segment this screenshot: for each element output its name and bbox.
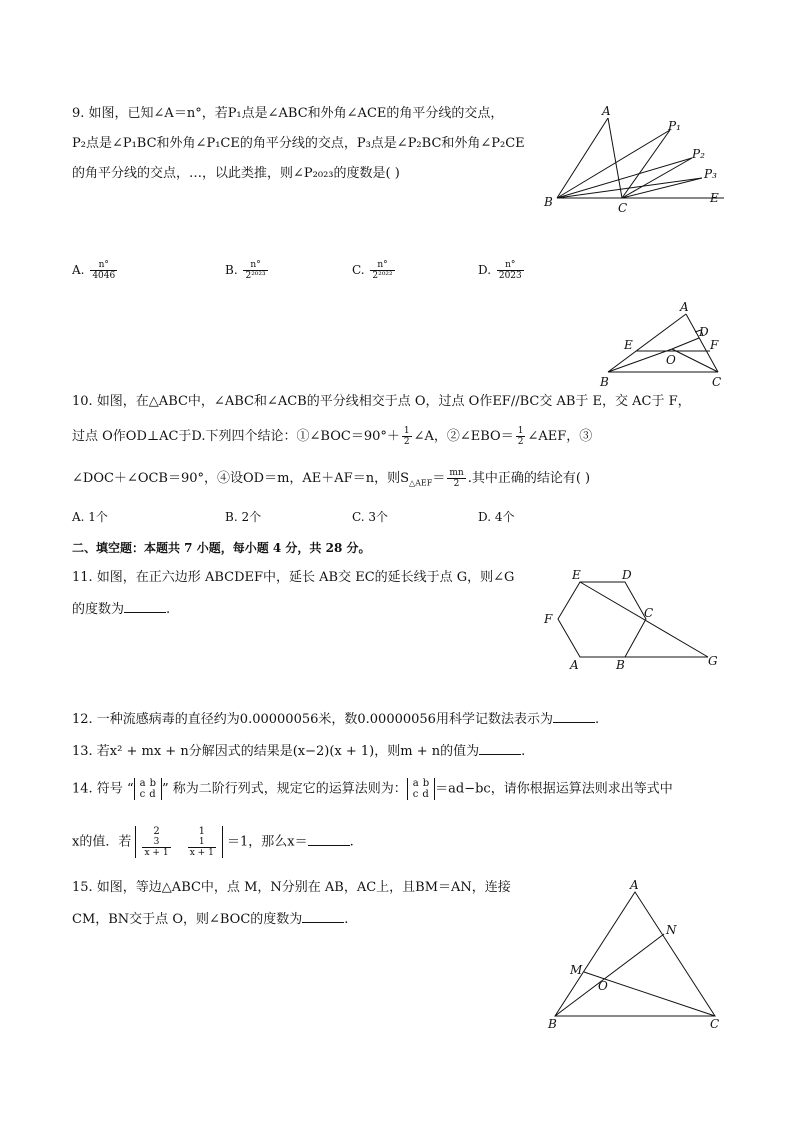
q14-matrix: 2 $\frac{3}{x + 1}$ 1 $\frac{1}{x + 1}$: [135, 826, 222, 858]
q15-label-b: B: [548, 1017, 557, 1031]
q10-label-d: D: [699, 325, 709, 339]
q14-answer-blank[interactable]: [308, 833, 350, 846]
q9-label-c: C: [618, 201, 628, 215]
q12-line: 12. 一种流感病毒的直径约为0.00000056米，数0.00000056用科学记数法表示为 .: [72, 712, 600, 727]
q9-option-d[interactable]: D. $\frac{n^\circ}{2023}$: [478, 260, 522, 281]
q11-answer-blank[interactable]: [124, 600, 166, 613]
q10-label-e: E: [624, 338, 633, 352]
q9-label-a: A: [602, 104, 611, 118]
q10-label-a: A: [680, 300, 689, 314]
q11-label-a: A: [570, 658, 579, 672]
q15-label-a: A: [630, 878, 639, 892]
q15-line-2: CM，BN交于点 O，则∠BOC的度数为 .: [72, 912, 349, 927]
q15-label-n: N: [666, 923, 677, 937]
q15-label-m: M: [570, 963, 583, 977]
q9-label-p3: P₃: [704, 167, 717, 181]
q9-line-2: P₂点是∠P₁BC和外角∠P₁CE的角平分线的交点，P₃点是∠P₂BC和外角∠P₂CE: [72, 136, 525, 151]
q14-line-1: 14. 符号 “ a b c d ” 称为二阶行列式，规定它的运算法则为： a b c d ＝ad−bc，请你根据运算法则求出等式中: [72, 778, 673, 800]
q11-label-g: G: [708, 654, 718, 668]
q10-label-c: C: [712, 375, 722, 389]
q9-label-b: B: [544, 195, 553, 209]
q13-line: 13. 若x² + mx + n分解因式的结果是(x−2)(x + 1)，则m + n的值为 .: [72, 744, 526, 759]
q11-line-1: 11. 如图，在正六边形 ABCDEF中，延长 AB交 EC的延长线于点 G，则∠G: [72, 570, 515, 585]
q9-label-p2: P₂: [692, 147, 705, 161]
q9-option-c[interactable]: C. $\frac{n^\circ}{\text{2²⁰²²}}$: [352, 260, 393, 281]
q11-label-b: B: [616, 658, 625, 672]
q10-line-3: ∠DOC＋∠OCB＝90°，④设OD＝m，AE＋AF＝n，则$S_{\triangle AEF}=$ $\frac{mn}{2}$ .其中正确的结论有( ): [72, 468, 591, 489]
q10-line-2: 过点 O作OD⊥AC于D.下列四个结论：①∠BOC＝90°＋ $\frac{1}{2}$ ∠A，②∠EBO＝ $\frac{1}{2}$ ∠AEF，③: [72, 426, 593, 447]
q10-label-f: F: [710, 338, 719, 352]
q9-label-p1: P₁: [668, 119, 681, 133]
q11-label-c: C: [644, 606, 654, 620]
q15-label-o: O: [598, 979, 608, 993]
q14-det-rule: a b c d: [407, 778, 435, 800]
q12-answer-blank[interactable]: [553, 710, 595, 723]
q10-label-b: B: [600, 375, 609, 389]
q11-line-2: 的度数为 .: [72, 602, 171, 617]
q14-line-2: x的值．若 2 $\frac{3}{x + 1}$ 1 $\frac{1}{x + 1}$ ＝1，那么x＝ .: [72, 826, 354, 858]
q15-answer-blank[interactable]: [302, 910, 344, 923]
q10-option-c[interactable]: C. 3个: [352, 510, 389, 524]
q10-figure: [596, 298, 731, 390]
q10-option-a[interactable]: A. 1个: [72, 510, 108, 524]
q14-det-symbol: a b c d: [134, 778, 162, 800]
q11-figure: [540, 565, 725, 675]
q9-line-3: 的角平分线的交点，…，以此类推，则∠P₂₀₂₃的度数是( ): [72, 166, 400, 181]
q10-label-o: O: [666, 353, 676, 367]
q15-figure: [540, 876, 730, 1036]
q15-label-c: C: [710, 1017, 720, 1031]
section-2-heading: 二、填空题：本题共 7 小题，每小题 4 分，共 28 分。: [72, 541, 371, 555]
q10-option-d[interactable]: D. 4个: [478, 510, 515, 524]
q9-label-e: E: [710, 191, 719, 205]
q10-line-1: 10. 如图，在△ABC中，∠ABC和∠ACB的平分线相交于点 O，过点 O作EF//BC交 AB于 E，交 AC于 F，: [72, 394, 691, 409]
q9-line-1: 9. 如图，已知∠A＝n°，若P₁点是∠ABC和外角∠ACE的角平分线的交点，: [72, 106, 504, 121]
q9-figure: [540, 100, 730, 215]
q10-option-b[interactable]: B. 2个: [225, 510, 262, 524]
q9-option-b[interactable]: B. $\frac{n^\circ}{\text{2²⁰²³}}$: [225, 260, 266, 281]
q11-label-f: F: [544, 612, 553, 626]
q11-label-e: E: [572, 568, 581, 582]
q11-label-d: D: [622, 568, 632, 582]
q15-line-1: 15. 如图，等边△ABC中，点 M，N分别在 AB，AC上，且BM＝AN，连接: [72, 880, 511, 895]
q9-option-a[interactable]: A. $\frac{n^\circ}{4046}$: [72, 260, 116, 281]
q13-answer-blank[interactable]: [479, 742, 521, 755]
